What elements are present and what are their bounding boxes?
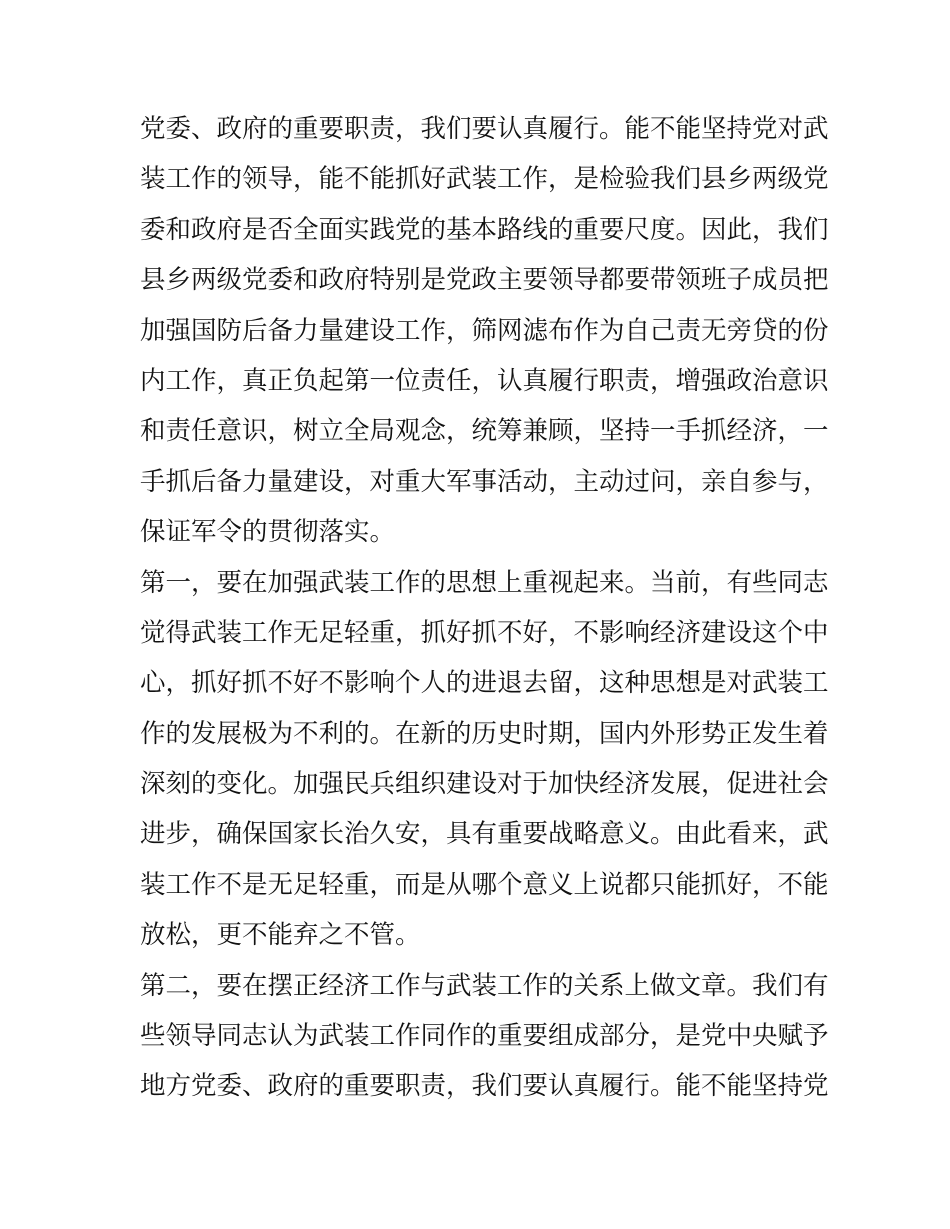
text-line-13: 作的发展极为不利的。在新的历史时期，国内外形势正发生着	[140, 718, 829, 749]
text-line-4: 县乡两级党委和政府特别是党政主要领导都要带领班子成员把	[140, 265, 829, 296]
text-line-11: 觉得武装工作无足轻重，抓好抓不好，不影响经济建设这个中	[140, 617, 829, 648]
text-line-6: 内工作，真正负起第一位责任，认真履行职责，增强政治意识	[140, 365, 829, 396]
text-line-15: 进步，确保国家长治久安，具有重要战略意义。由此看来，武	[140, 819, 829, 850]
text-line-17: 放松，更不能弃之不管。	[140, 920, 421, 951]
text-line-20: 地方党委、政府的重要职责，我们要认真履行。能不能坚持党	[140, 1071, 829, 1102]
text-line-18: 第二，要在摆正经济工作与武装工作的关系上做文章。我们有	[140, 970, 829, 1001]
text-line-14: 深刻的变化。加强民兵组织建设对于加快经济发展，促进社会	[140, 769, 829, 800]
text-line-9: 保证军令的贯彻落实。	[140, 517, 396, 548]
text-line-2: 装工作的领导，能不能抓好武装工作，是检验我们县乡两级党	[140, 164, 829, 195]
text-line-1: 党委、政府的重要职责，我们要认真履行。能不能坚持党对武	[140, 114, 829, 144]
text-line-7: 和责任意识，树立全局观念，统筹兼顾，坚持一手抓经济，一	[140, 416, 829, 447]
text-line-3: 委和政府是否全面实践党的基本路线的重要尺度。因此，我们	[140, 214, 829, 245]
text-line-16: 装工作不是无足轻重，而是从哪个意义上说都只能抓好，不能	[140, 869, 829, 900]
text-line-12: 心，抓好抓不好不影响个人的进退去留，这种思想是对武装工	[140, 668, 829, 699]
text-line-19: 些领导同志认为武装工作同作的重要组成部分，是党中央赋予	[140, 1021, 829, 1052]
text-line-5: 加强国防后备力量建设工作，筛网滤布作为自己责无旁贷的份	[140, 315, 829, 346]
text-line-10: 第一，要在加强武装工作的思想上重视起来。当前，有些同志	[140, 567, 829, 598]
document-body	[140, 104, 829, 1112]
text-line-8: 手抓后备力量建设，对重大军事活动，主动过问，亲自参与，	[140, 466, 829, 497]
